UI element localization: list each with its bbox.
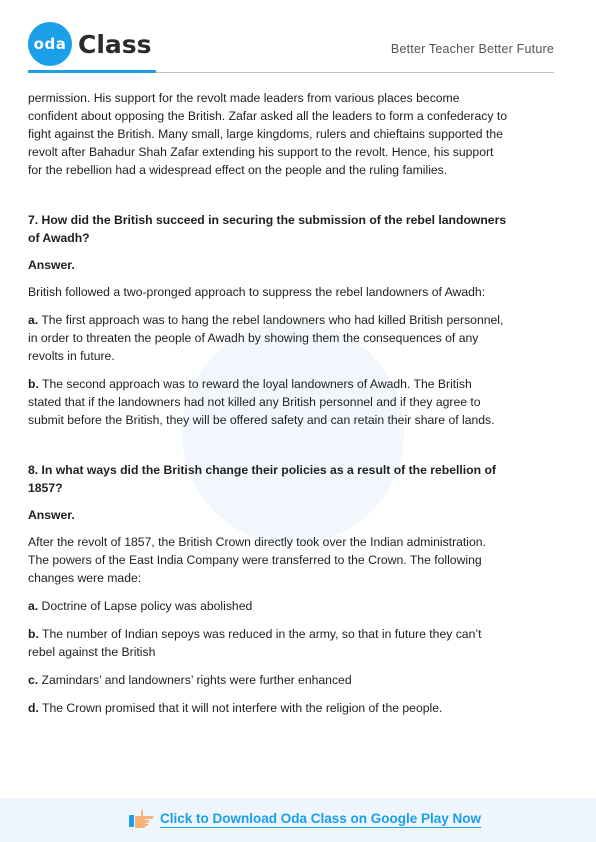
answer-8-point-a [28,597,508,615]
point-text: The number of Indian sepoys was reduced in the army, so that in future they can’t rebel against the British [28,627,482,659]
oda-class-logo[interactable] [28,22,152,66]
answer-7-point-b [28,375,508,429]
point-text: The first approach was to hang the rebel landowners who had killed British personnel, in order to threaten the people of Awadh by showing them the consequences of any revolts in future. [28,313,504,363]
page-header [0,0,596,80]
point-label: b. [28,377,39,391]
logo-wordmark: Class [78,29,152,59]
document-body [28,89,508,727]
point-label: d. [28,701,39,715]
answer-label-8: Answer. [28,508,75,522]
point-text: Zamindars’ and landowners’ rights were further enhanced [38,673,352,687]
point-label: a. [28,313,39,327]
answer-8-point-c [28,671,508,689]
answer-8-point-d [28,699,508,717]
question-8: 8. In what ways did the British change their policies as a result of the rebellion of 1857? [28,463,496,495]
answer-label-7: Answer. [28,258,75,272]
point-label: b. [28,627,39,641]
logo-circle: oda [28,22,72,66]
question-7: 7. How did the British succeed in securing the submission of the rebel landowners of Awadh? [28,213,507,245]
download-banner[interactable] [128,808,481,830]
point-label: a. [28,599,39,613]
page-footer [0,798,596,842]
point-text: Doctrine of Lapse policy was abolished [38,599,253,613]
intro-paragraph: permission. His support for the revolt made leaders from various places become confident about opposing the British. Zafar asked all the leaders to form a confederacy to fight against the British. Many small, large kingdoms, rulers and chieftains supported the revolt after Bahadur Shah Zafar extending his support to the revolt. Hence, his support for the rebellion had a widespread effect on the people and the ruling families. [28,91,507,177]
answer-8-intro: After the revolt of 1857, the British Crown directly took over the Indian administration. The powers of the East India Company were transferred to the Crown. The following changes were made: [28,535,486,585]
tagline: Better Teacher Better Future [390,42,554,56]
download-app-link[interactable]: Click to Download Oda Class on Google Play Now [160,810,482,826]
answer-7-intro: British followed a two-pronged approach to suppress the rebel landowners of Awadh: [28,285,486,299]
point-text: The Crown promised that it will not interfere with the religion of the people. [38,701,443,715]
point-label: c. [28,673,39,687]
point-text: The second approach was to reward the loyal landowners of Awadh. The British stated that if the landowners had not killed any British personnel and if they agree to submit before the British, they will be offered safety and can retain their share of lands. [28,377,495,427]
answer-8-point-b [28,625,508,661]
header-accent-bar [28,70,156,73]
answer-7-point-a [28,311,508,365]
pointing-hand-icon [128,808,154,830]
